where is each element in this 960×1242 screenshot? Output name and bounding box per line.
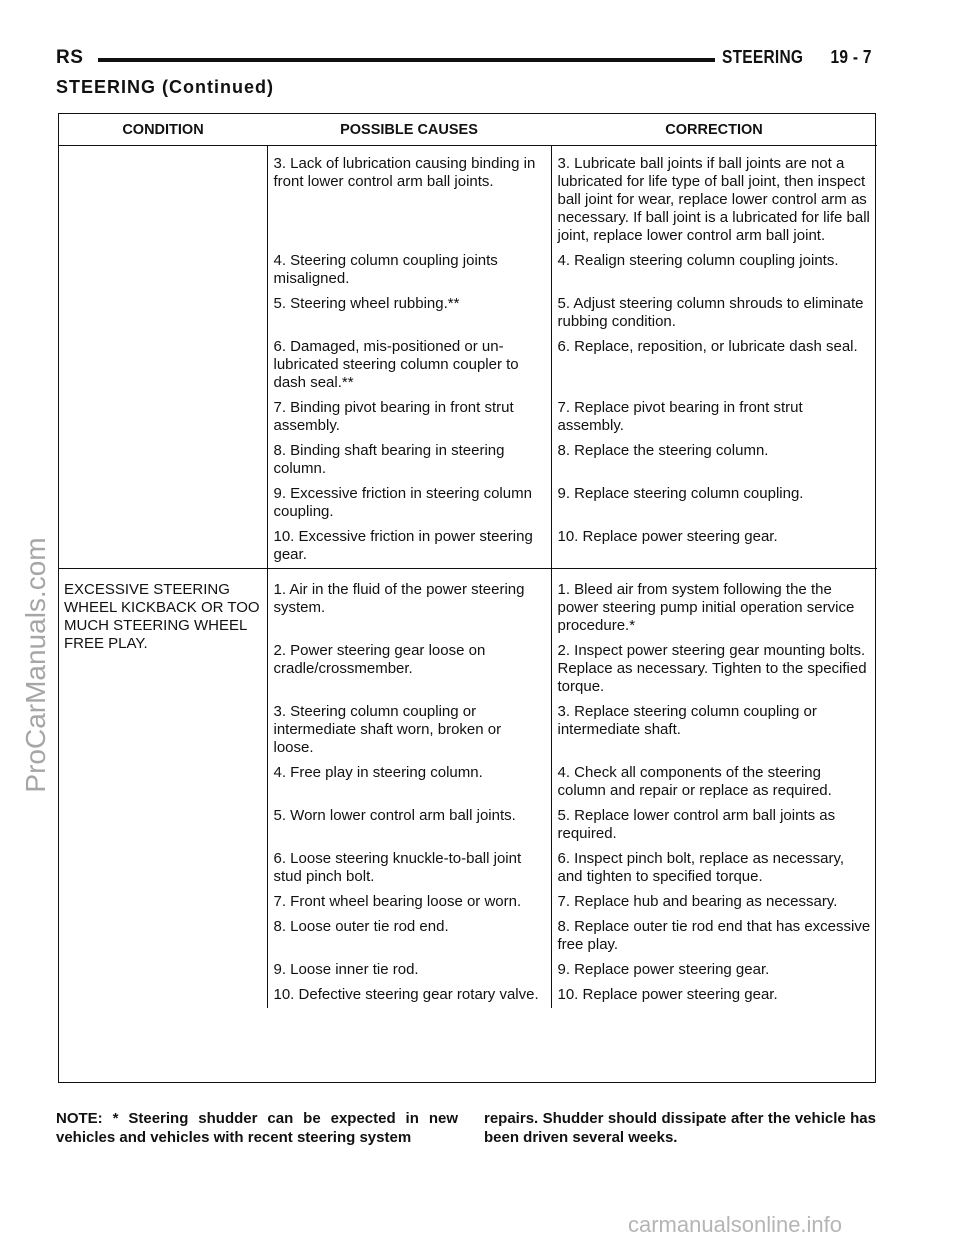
- cause-cell: 8. Loose outer tie rod end.: [267, 915, 551, 958]
- section-title: STEERING (Continued): [56, 77, 274, 97]
- cause-cell: 7. Binding pivot bearing in front strut assembly.: [267, 396, 551, 439]
- cause-cell: 5. Steering wheel rubbing.**: [267, 292, 551, 335]
- cause-cell: 1. Air in the fluid of the power steering system.: [267, 569, 551, 640]
- condition-cell: [59, 146, 267, 569]
- table-row: [59, 569, 877, 640]
- cause-cell: 8. Binding shaft bearing in steering column.: [267, 439, 551, 482]
- note-text-left: NOTE: * Steering shudder can be expected in new vehicles and vehicles with recent steering system: [56, 1110, 458, 1146]
- correction-cell: 2. Inspect power steering gear mounting bolts. Replace as necessary. Tighten to the specified torque.: [551, 639, 877, 700]
- column-header-causes: POSSIBLE CAUSES: [267, 114, 551, 146]
- cause-cell: 6. Damaged, mis-positioned or un-lubricated steering column coupler to dash seal.**: [267, 335, 551, 396]
- cause-cell: 9. Loose inner tie rod.: [267, 958, 551, 983]
- cause-cell: 7. Front wheel bearing loose or worn.: [267, 890, 551, 915]
- correction-cell: 6. Inspect pinch bolt, replace as necessary, and tighten to specified torque.: [551, 847, 877, 890]
- cause-cell: 4. Free play in steering column.: [267, 761, 551, 804]
- correction-cell: 6. Replace, reposition, or lubricate dash seal.: [551, 335, 877, 396]
- correction-cell: 3. Lubricate ball joints if ball joints are not a lubricated for life type of ball joint, then inspect ball joint for wear, replace lower control arm as necessary. If ball joint is a lubricated for life ball joint, replace lower control arm ball joint.: [551, 146, 877, 250]
- header-rule: [98, 58, 715, 62]
- correction-cell: 10. Replace power steering gear.: [551, 525, 877, 569]
- correction-cell: 4. Check all components of the steering column and repair or replace as required.: [551, 761, 877, 804]
- note-text-right: repairs. Shudder should dissipate after the vehicle has been driven several weeks.: [484, 1110, 876, 1146]
- column-header-correction: CORRECTION: [551, 114, 877, 146]
- header-page-label: STEERING 19 - 7: [722, 47, 872, 67]
- correction-cell: 10. Replace power steering gear.: [551, 983, 877, 1008]
- correction-cell: 7. Replace hub and bearing as necessary.: [551, 890, 877, 915]
- cause-cell: 5. Worn lower control arm ball joints.: [267, 804, 551, 847]
- correction-cell: 3. Replace steering column coupling or intermediate shaft.: [551, 700, 877, 761]
- table-body: [59, 146, 877, 1009]
- correction-cell: 9. Replace steering column coupling.: [551, 482, 877, 525]
- correction-cell: 4. Realign steering column coupling joints.: [551, 249, 877, 292]
- cause-cell: 10. Excessive friction in power steering gear.: [267, 525, 551, 569]
- correction-cell: 8. Replace outer tie rod end that has excessive free play.: [551, 915, 877, 958]
- table-row: [59, 146, 877, 250]
- cause-cell: 10. Defective steering gear rotary valve.: [267, 983, 551, 1008]
- side-watermark: ProCarManuals.com: [20, 537, 51, 793]
- diagnosis-table: [58, 113, 876, 1083]
- correction-cell: 8. Replace the steering column.: [551, 439, 877, 482]
- correction-cell: 5. Adjust steering column shrouds to eliminate rubbing condition.: [551, 292, 877, 335]
- cause-cell: 3. Lack of lubrication causing binding in front lower control arm ball joints.: [267, 146, 551, 250]
- correction-cell: 9. Replace power steering gear.: [551, 958, 877, 983]
- correction-cell: 5. Replace lower control arm ball joints as required.: [551, 804, 877, 847]
- cause-cell: 2. Power steering gear loose on cradle/crossmember.: [267, 639, 551, 700]
- diagnosis-table-grid: [59, 114, 877, 1008]
- correction-cell: 7. Replace pivot bearing in front strut assembly.: [551, 396, 877, 439]
- correction-cell: 1. Bleed air from system following the the power steering pump initial operation service procedure.*: [551, 569, 877, 640]
- bottom-watermark: carmanualsonline.info: [628, 1212, 843, 1237]
- cause-cell: 3. Steering column coupling or intermediate shaft worn, broken or loose.: [267, 700, 551, 761]
- column-header-condition: CONDITION: [59, 114, 267, 146]
- condition-cell: EXCESSIVE STEERING WHEEL KICKBACK OR TOO MUCH STEERING WHEEL FREE PLAY.: [59, 569, 267, 1009]
- cause-cell: 6. Loose steering knuckle-to-ball joint stud pinch bolt.: [267, 847, 551, 890]
- cause-cell: 9. Excessive friction in steering column coupling.: [267, 482, 551, 525]
- header-section-code: RS: [56, 47, 84, 68]
- table-header-row: [59, 114, 877, 146]
- cause-cell: 4. Steering column coupling joints misaligned.: [267, 249, 551, 292]
